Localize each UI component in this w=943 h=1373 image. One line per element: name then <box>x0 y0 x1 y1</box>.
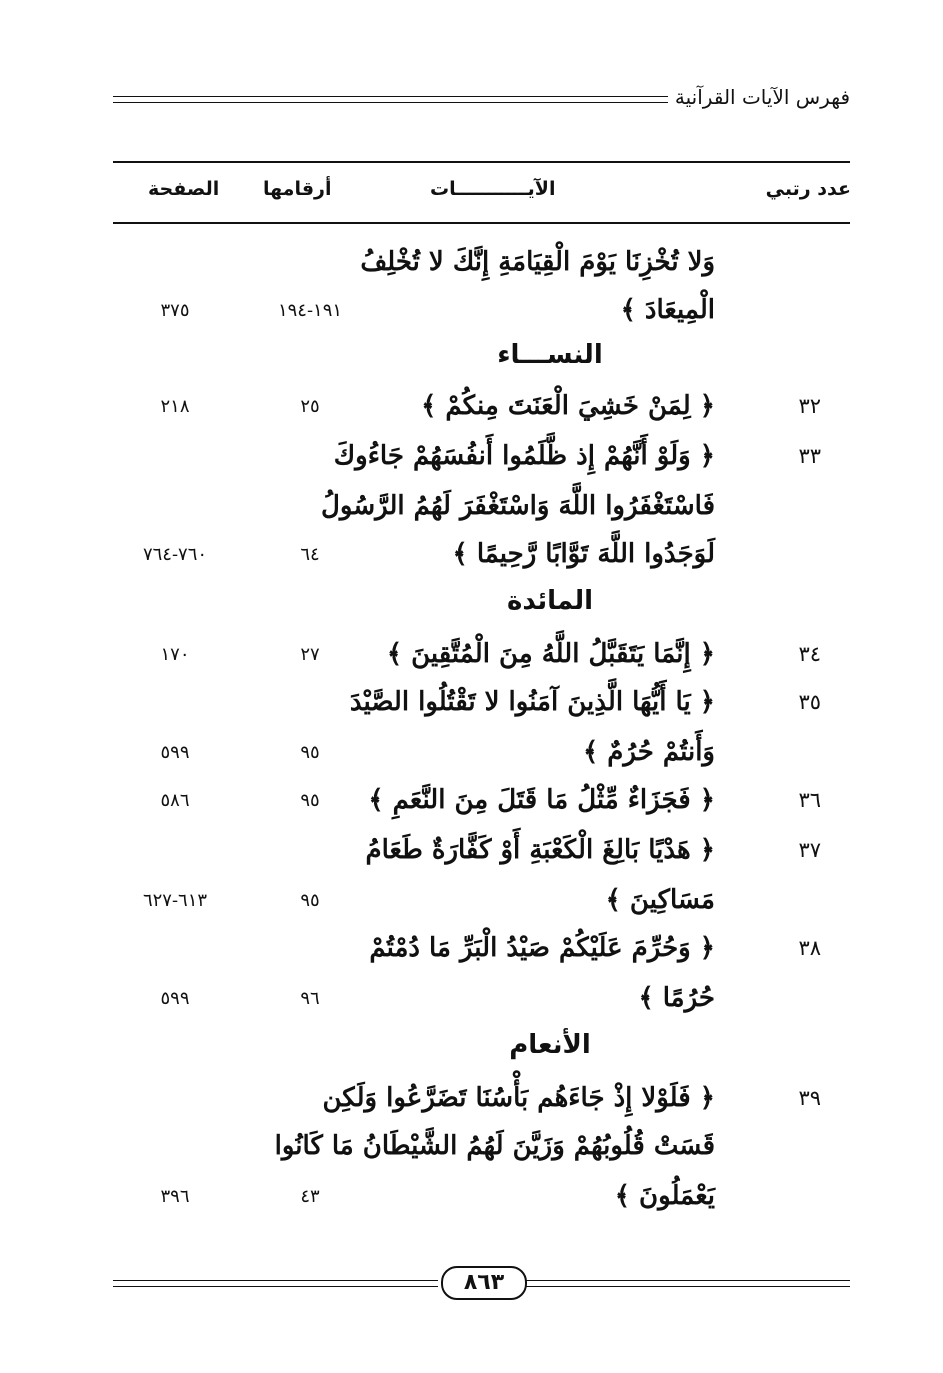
verse-line: ﴿ يَا أَيُّهَا الَّذِينَ آمَنُوا لا تَقْتُلُوا الصَّيْدَ <box>349 687 715 717</box>
page-ref: ١٧٠ <box>160 644 190 665</box>
verse-numbers: ٦٤ <box>300 544 320 565</box>
rank-number: ٣٤ <box>798 642 821 666</box>
verse-numbers: ٩٥ <box>300 790 320 811</box>
verse-numbers: ٩٥ <box>300 890 320 911</box>
verse-line: فَاسْتَغْفَرُوا اللَّهَ وَاسْتَغْفَرَ لَهُمُ الرَّسُولُ <box>321 491 715 521</box>
page-ref: ٢١٨ <box>160 396 190 417</box>
verse-numbers: ١٩١-١٩٤ <box>277 300 343 321</box>
verse-numbers: ٢٥ <box>300 396 320 417</box>
page-ref: ٥٩٩ <box>160 988 190 1009</box>
verse-line: وَأَنتُمْ حُرُمٌ ﴾ <box>582 737 715 767</box>
verse-line: قَسَتْ قُلُوبُهُمْ وَزَيَّنَ لَهُمُ الشَّيْطَانُ مَا كَانُوا <box>274 1131 715 1161</box>
verse-numbers: ٩٥ <box>300 742 320 763</box>
table-header-rule <box>113 222 850 224</box>
verse-line: لَوَجَدُوا اللَّهَ تَوَّابًا رَّحِيمًا ﴾ <box>452 539 715 569</box>
rank-number: ٣٧ <box>798 838 821 862</box>
rank-number: ٣٦ <box>798 788 821 812</box>
column-header-rank: عدد رتبي <box>765 178 851 200</box>
verse-line: حُرُمًا ﴾ <box>638 983 715 1013</box>
footer-rule-left <box>113 1280 438 1287</box>
verse-line: ﴿ فَلَوْلا إِذْ جَاءَهُم بَأْسُنَا تَضَرَّعُوا وَلَكِن <box>322 1083 715 1113</box>
verse-numbers: ٢٧ <box>300 644 320 665</box>
rank-number: ٣٥ <box>798 690 821 714</box>
page-footer <box>113 1266 850 1306</box>
page-ref: ٥٨٦ <box>160 790 190 811</box>
page-ref: ٦١٣-٦٢٧ <box>142 890 208 911</box>
surah-heading: النســـاء <box>497 340 603 370</box>
verse-line: وَلا تُخْزِنَا يَوْمَ الْقِيَامَةِ إِنَّكَ لا تُخْلِفُ <box>360 247 715 277</box>
running-header <box>113 84 850 114</box>
verse-line: مَسَاكِينَ ﴾ <box>605 885 715 915</box>
page-number: ٨٦٣ <box>441 1266 527 1300</box>
verse-line: ﴿ هَدْيًا بَالِغَ الْكَعْبَةِ أَوْ كَفَّارَةٌ طَعَامُ <box>365 835 715 865</box>
page-ref: ٧٦٠-٧٦٤ <box>142 544 208 565</box>
page-ref: ٥٩٩ <box>160 742 190 763</box>
verse-line: يَعْمَلُونَ ﴾ <box>614 1181 715 1211</box>
verse-line: الْمِيعَادَ ﴾ <box>620 295 715 325</box>
verse-numbers: ٩٦ <box>300 988 320 1009</box>
rank-number: ٣٩ <box>798 1086 821 1110</box>
verse-line: ﴿ لِمَنْ خَشِيَ الْعَنَتَ مِنكُمْ ﴾ <box>421 391 715 421</box>
footer-rule-right <box>525 1280 850 1287</box>
page-ref: ٣٩٦ <box>160 1186 190 1207</box>
verse-line: ﴿ فَجَزَاءٌ مِّثْلُ مَا قَتَلَ مِنَ النَّعَمِ ﴾ <box>368 785 715 815</box>
running-title: فهرس الآيات القرآنية <box>674 85 850 109</box>
header-double-rule <box>113 96 668 103</box>
verse-numbers: ٤٣ <box>300 1186 320 1207</box>
surah-heading: المائدة <box>507 586 593 616</box>
table-top-rule <box>113 161 850 163</box>
column-header-page: الصفحة <box>148 178 220 200</box>
column-header-verse-numbers: أرقامها <box>263 178 332 200</box>
rank-number: ٣٨ <box>798 936 821 960</box>
verse-line: ﴿ إِنَّمَا يَتَقَبَّلُ اللَّهُ مِنَ الْمُتَّقِينَ ﴾ <box>386 639 715 669</box>
verse-line: ﴿ وَحُرِّمَ عَلَيْكُمْ صَيْدُ الْبَرِّ مَا دُمْتُمْ <box>369 933 715 963</box>
verse-line: ﴿ وَلَوْ أَنَّهُمْ إِذ ظَّلَمُوا أَنفُسَهُمْ جَاءُوكَ <box>333 441 715 471</box>
surah-heading: الأنعام <box>509 1030 591 1060</box>
page-ref: ٣٧٥ <box>160 300 190 321</box>
column-header-verses: الآيـــــــــــات <box>430 178 556 200</box>
rank-number: ٣٢ <box>798 394 821 418</box>
rank-number: ٣٣ <box>798 444 821 468</box>
